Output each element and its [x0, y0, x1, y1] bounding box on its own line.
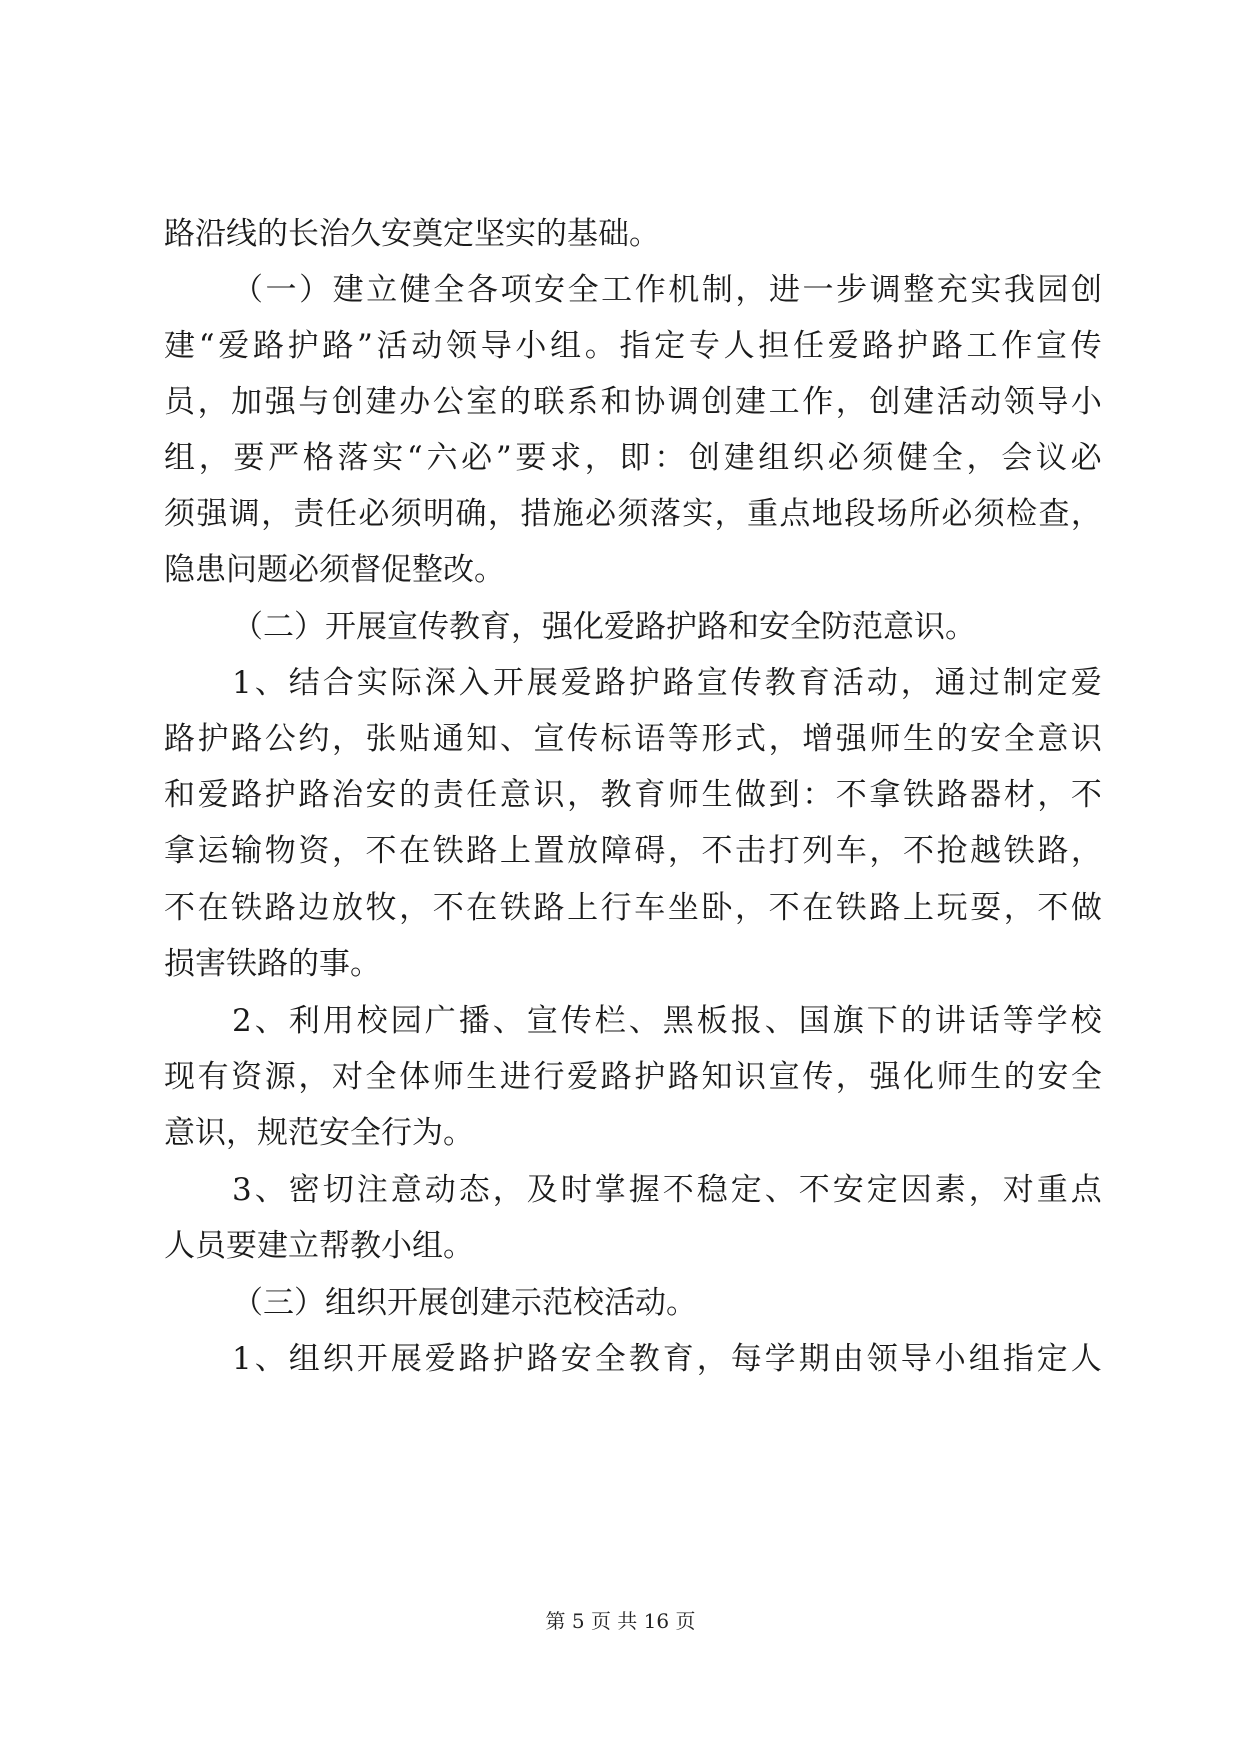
page-number: 第 5 页 共 16 页: [545, 1609, 696, 1633]
text-line-9: 1、结合实际深入开展爱路护路宣传教育活动，通过制定爱: [232, 665, 1105, 701]
text-line-1: 路沿线的长治久安奠定坚实的基础。: [164, 216, 660, 252]
page-footer: [0, 1606, 1241, 1636]
text-line-17: 意识，规范安全行为。: [164, 1115, 474, 1151]
text-line-8: （二）开展宣传教育，强化爱路护路和安全防范意识。: [232, 609, 976, 645]
text-line-5: 组，要严格落实“六必”要求，即：创建组织必须健全，会议必: [164, 440, 1106, 476]
text-line-11: 和爱路护路治安的责任意识，教育师生做到：不拿铁路器材，不: [164, 777, 1105, 813]
text-line-21: 1、组织开展爱路护路安全教育，每学期由领导小组指定人: [232, 1341, 1105, 1377]
text-line-3: 建“爱路护路”活动领导小组。指定专人担任爱路护路工作宣传: [164, 328, 1106, 364]
text-line-6: 须强调，责任必须明确，措施必须落实，重点地段场所必须检查，: [164, 496, 1104, 532]
text-line-20: （三）组织开展创建示范校活动。: [232, 1285, 697, 1321]
text-line-13: 不在铁路边放牧，不在铁路上行车坐卧，不在铁路上玩耍，不做: [164, 890, 1105, 926]
text-line-19: 人员要建立帮教小组。: [164, 1228, 474, 1264]
text-line-7: 隐患问题必须督促整改。: [164, 552, 505, 588]
text-line-15: 2、利用校园广播、宣传栏、黑板报、国旗下的讲话等学校: [232, 1003, 1105, 1039]
text-line-14: 损害铁路的事。: [164, 946, 381, 982]
text-line-10: 路护路公约，张贴通知、宣传标语等形式，增强师生的安全意识: [164, 721, 1105, 757]
text-line-12: 拿运输物资，不在铁路上置放障碍，不击打列车，不抢越铁路，: [164, 833, 1105, 869]
text-line-2: （一）建立健全各项安全工作机制，进一步调整充实我园创: [232, 272, 1105, 308]
text-line-4: 员，加强与创建办公室的联系和协调创建工作，创建活动领导小: [164, 384, 1105, 420]
text-line-18: 3、密切注意动态，及时掌握不稳定、不安定因素，对重点: [232, 1172, 1105, 1208]
text-line-16: 现有资源，对全体师生进行爱路护路知识宣传，强化师生的安全: [164, 1059, 1105, 1095]
